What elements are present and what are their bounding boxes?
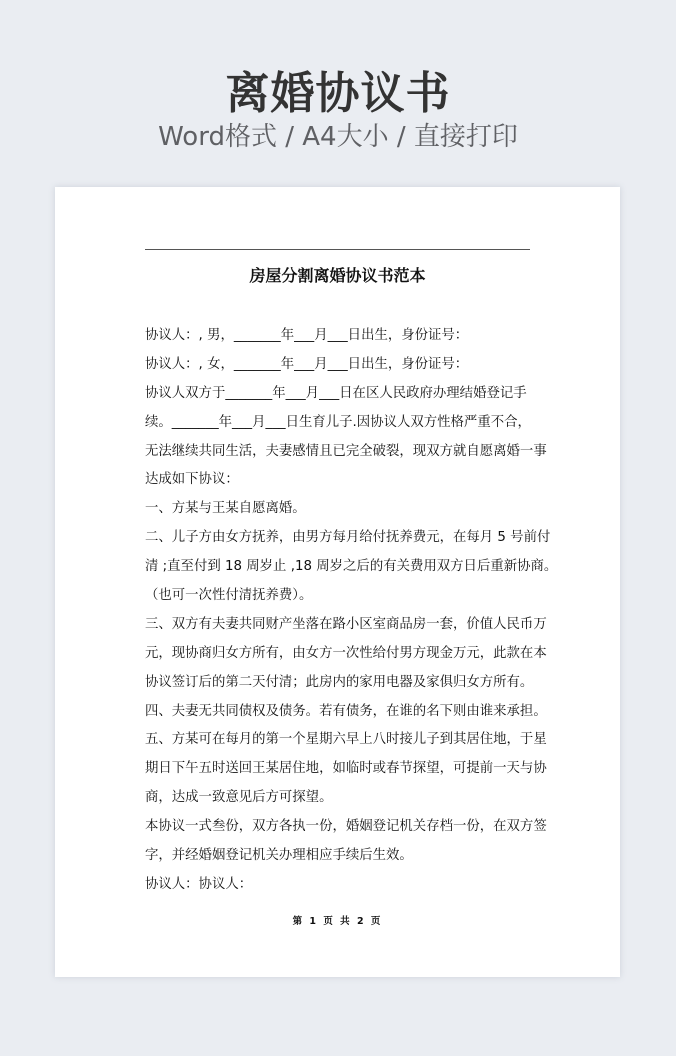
paragraph-line: 无法继续共同生活，夫妻感情且已完全破裂，现双方就自愿离婚一事 (145, 443, 547, 459)
closing-line: 本协议一式叁份，双方各执一份，婚姻登记机关存档一份，在双方签 (145, 819, 547, 835)
clause-5-line: 商，达成一致意见后方可探望。 (145, 790, 333, 806)
clause-3-line: 元，现协商归女方所有，由女方一次性给付男方现金万元，此款在本 (145, 645, 547, 661)
clause-5-line: 五、方某可在每月的第一个星期六早上八时接儿子到其居住地，于星 (145, 732, 547, 748)
clause-2-line: 二、儿子方由女方抚养，由男方每月给付抚养费元，在每月 5 号前付 (145, 530, 551, 546)
signature-line: 协议人：协议人： (145, 876, 253, 892)
party-female-line: 协议人：, 女，_______年___月___日出生，身份证号： (145, 356, 469, 372)
paragraph-line: 协议人双方于_______年___月___日在区人民政府办理结婚登记手 (145, 385, 527, 401)
document-body (145, 322, 558, 900)
party-male-line: 协议人：, 男，_______年___月___日出生，身份证号： (145, 328, 469, 343)
page-number-footer: 第 1 页 共 2 页 (292, 916, 383, 927)
clause-5-line: 期日下午五时送回王某居住地，如临时或春节探望，可提前一天与协 (145, 761, 547, 777)
paragraph-line: 达成如下协议： (145, 472, 239, 488)
document-page (55, 187, 620, 977)
hero-title: 离婚协议书 (225, 68, 451, 119)
clause-3-line: 协议签订后的第二天付清；此房内的家用电器及家俱归女方所有。 (145, 674, 534, 690)
clause-3-line: 三、双方有夫妻共同财产坐落在路小区室商品房一套，价值人民币万 (145, 616, 547, 632)
clause-2-line: （也可一次性付清抚养费）。 (145, 588, 313, 604)
hero-subtitle: Word格式 / A4大小 / 直接打印 (158, 122, 518, 152)
closing-line: 字，并经婚姻登记机关办理相应手续后生效。 (145, 848, 413, 864)
clause-2-line: 清 ;直至付到 18 周岁止 ,18 周岁之后的有关费用双方日后重新协商。 (145, 559, 558, 575)
paragraph-line: 续。_______年___月___日生育儿子.因协议人双方性格严重不合， (145, 414, 531, 430)
clause-4-line: 四、夫妻无共同债权及债务。若有债务，在谁的名下则由谁来承担。 (145, 703, 547, 719)
clause-1-line: 一、方某与王某自愿离婚。 (145, 501, 306, 517)
document-title: 房屋分割离婚协议书范本 (249, 266, 426, 285)
header-rule (145, 249, 530, 250)
